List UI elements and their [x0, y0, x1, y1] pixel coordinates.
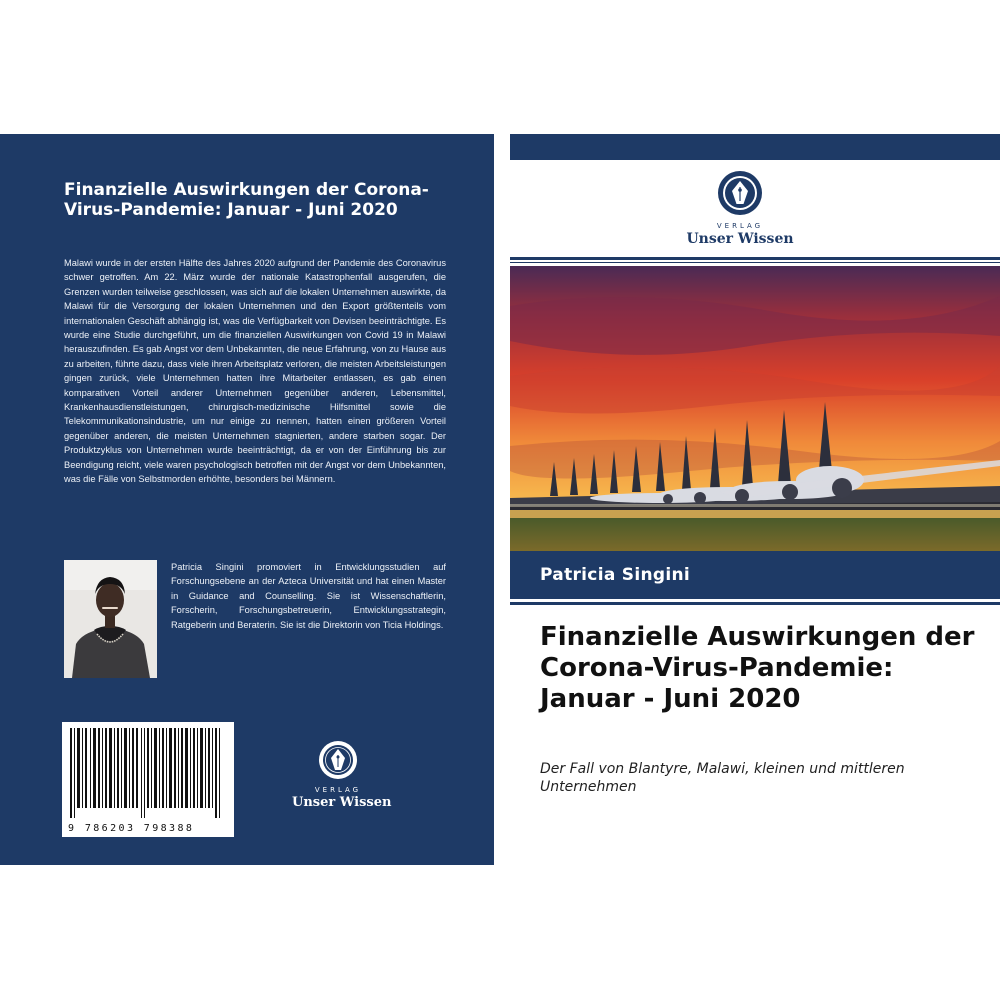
- front-cover: [510, 134, 1000, 865]
- publisher-name: Unser Wissen: [292, 795, 392, 810]
- front-cover-subtitle: Der Fall von Blantyre, Malawi, kleinen und mittleren Unternehmen: [540, 761, 905, 795]
- back-cover-blurb: Malawi wurde in der ersten Hälfte des Jahres 2020 aufgrund der Pandemie des Coronavirus schwer getroffen. Am 22. März wurde der nationale Katastrophenfall ausgerufen, die Grenzen wurden teilweise geschlossen, was sich auf die lokalen Unternehmen auswirkte, da Malawi für die Versorgung der lokalen Unternehmen und den Export größtenteils vom internationalen Geschäft abhängig ist, was die Verfügbarkeit von Devisen beeinträchtigte. Es wurde eine Studie durchgeführt, um die finanziellen Auswirkungen von Covid 19 in Malawi herauszufinden. Es gab Angst vor dem Unbekannten, die neue Erfahrung, von zu Hause aus zu arbeiten, führte dazu, dass viele ihren Arbeitsplatz verloren, die meisten Arbeitsleistungen gingen zurück, viele Unternehmen hatten ihre Mitarbeiter entlassen, es gab einen komparativen Vorteil anderer Unternehmen gegenüber anderen, Lebensmittel, Krankenhausdienstleistungen, chirurgisch-medizinische Hilfsmittel sowie die Telekommunikationsindustrie, um nur einige zu nennen, hatten einen größeren Vorteil gegenüber anderen, die meisten Unternehmen stagnierten, andere starben sogar. Der Produktzyklus von Unternehmen wurde beeinträchtigt, da er von der Einführung bis zur Beendigung reicht, viele waren psychologisch betroffen mit der Angst vor dem Unbekannten, was die Fälle von Selbstmorden erhöhte, besonders bei Männern.: [64, 258, 446, 485]
- front-cover-title: Finanzielle Auswirkungen der Corona-Virus-Pandemie: Januar - Juni 2020: [540, 622, 975, 714]
- divider-rule: [510, 262, 1000, 263]
- barcode: [62, 722, 234, 837]
- front-top-band: [510, 134, 1000, 160]
- divider-rule: [510, 257, 1000, 260]
- back-cover-title: Finanzielle Auswirkungen der Corona-Virus-Pandemie: Januar - Juni 2020: [64, 180, 429, 220]
- isbn-number: 9 786203 798388: [68, 823, 195, 834]
- publisher-name: Unser Wissen: [686, 231, 794, 247]
- publisher-verlag-label: VERLAG: [716, 222, 764, 230]
- fountain-pen-nib-seal-icon: [717, 170, 763, 216]
- divider-rule: [510, 602, 1000, 605]
- author-photo: [64, 560, 157, 678]
- back-publisher-logo: [292, 740, 392, 810]
- author-band: [510, 551, 1000, 599]
- cover-photo-airplanes-sunset: [510, 266, 1000, 551]
- publisher-verlag-label: VERLAG: [314, 786, 362, 794]
- barcode-bars: [62, 722, 234, 818]
- front-publisher-logo: [670, 170, 810, 247]
- author-bio: Patricia Singini promoviert in Entwicklungsstudien auf Forschungsebene an der Azteca Universität und hat einen Master in Guidance and Counselling. Sie ist Wissenschaftlerin, Forscherin, Forschungsbetreuerin, Entwicklungsstrategin, Ratgeberin und Beraterin. Sie ist die Direktorin von Ticia Holdings.: [171, 562, 446, 630]
- fountain-pen-nib-seal-icon: [318, 740, 358, 780]
- back-cover: [0, 134, 494, 865]
- author-name: Patricia Singini: [540, 565, 691, 585]
